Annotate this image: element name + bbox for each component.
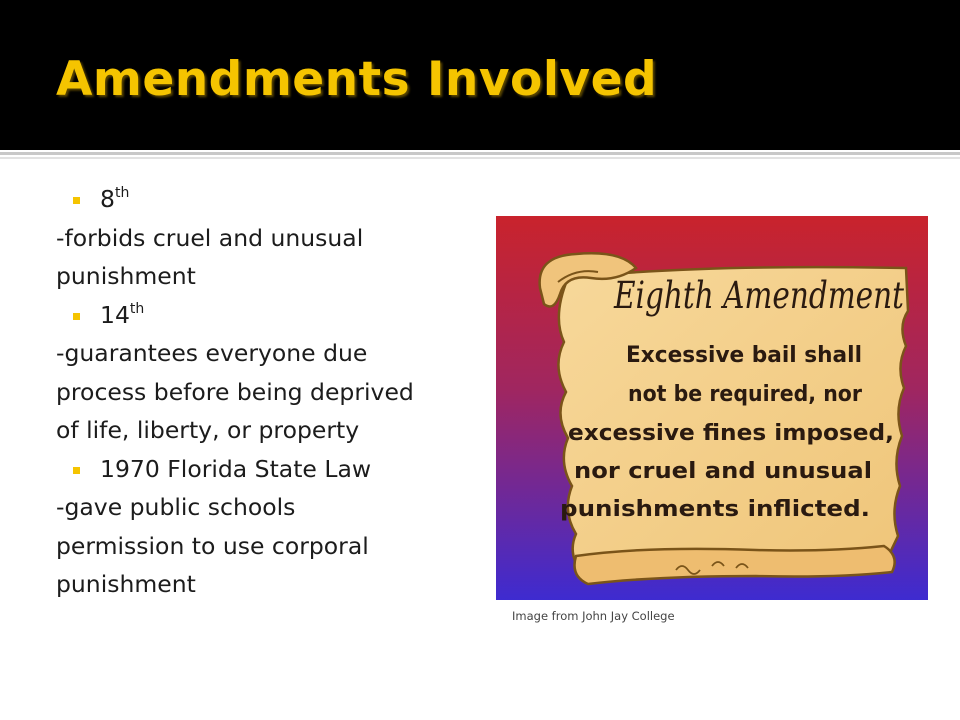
bullet-item-14th: [56, 296, 466, 335]
bullet-desc-line: -guarantees everyone due: [56, 339, 368, 367]
title-bar: [0, 0, 960, 150]
square-bullet-icon: [73, 467, 80, 474]
square-bullet-icon: [73, 197, 80, 204]
bullet-desc-line: -gave public schools: [56, 493, 296, 521]
title-divider-secondary: [0, 157, 960, 159]
scroll-title: Eighth Amendment: [613, 274, 905, 317]
scroll-line: Excessive bail shall: [626, 343, 862, 368]
scroll-line: nor cruel and unusual: [574, 459, 872, 484]
bullet-item-florida-law: [56, 450, 466, 489]
bullet-heading-sup: th: [129, 300, 145, 317]
scroll-line: excessive fines imposed,: [568, 421, 894, 446]
bullet-heading: 1970 Florida State Law: [100, 454, 372, 483]
scroll-line: not be required, nor: [628, 382, 863, 407]
bullet-desc-line: of life, liberty, or property: [56, 416, 360, 444]
bullet-heading: 14: [100, 300, 130, 329]
bullet-desc-line: punishment: [56, 262, 196, 290]
bullet-desc-line: permission to use corporal: [56, 531, 369, 560]
bullet-heading: 8: [100, 185, 115, 213]
bullet-desc-line: punishment: [56, 570, 196, 598]
title-divider: [0, 152, 960, 155]
slide-title: Amendments Involved: [56, 52, 658, 107]
scroll-line: punishments inflicted.: [560, 497, 870, 522]
bullet-desc-line: -forbids cruel and unusual: [56, 223, 364, 252]
eighth-amendment-image: [496, 216, 928, 600]
bullet-heading-sup: th: [114, 185, 130, 201]
image-caption: Image from John Jay College: [512, 609, 675, 623]
bullet-list: [56, 180, 466, 604]
bullet-desc-line: process before being deprived: [56, 377, 414, 406]
bullet-item-8th: [56, 180, 466, 219]
square-bullet-icon: [73, 313, 80, 320]
